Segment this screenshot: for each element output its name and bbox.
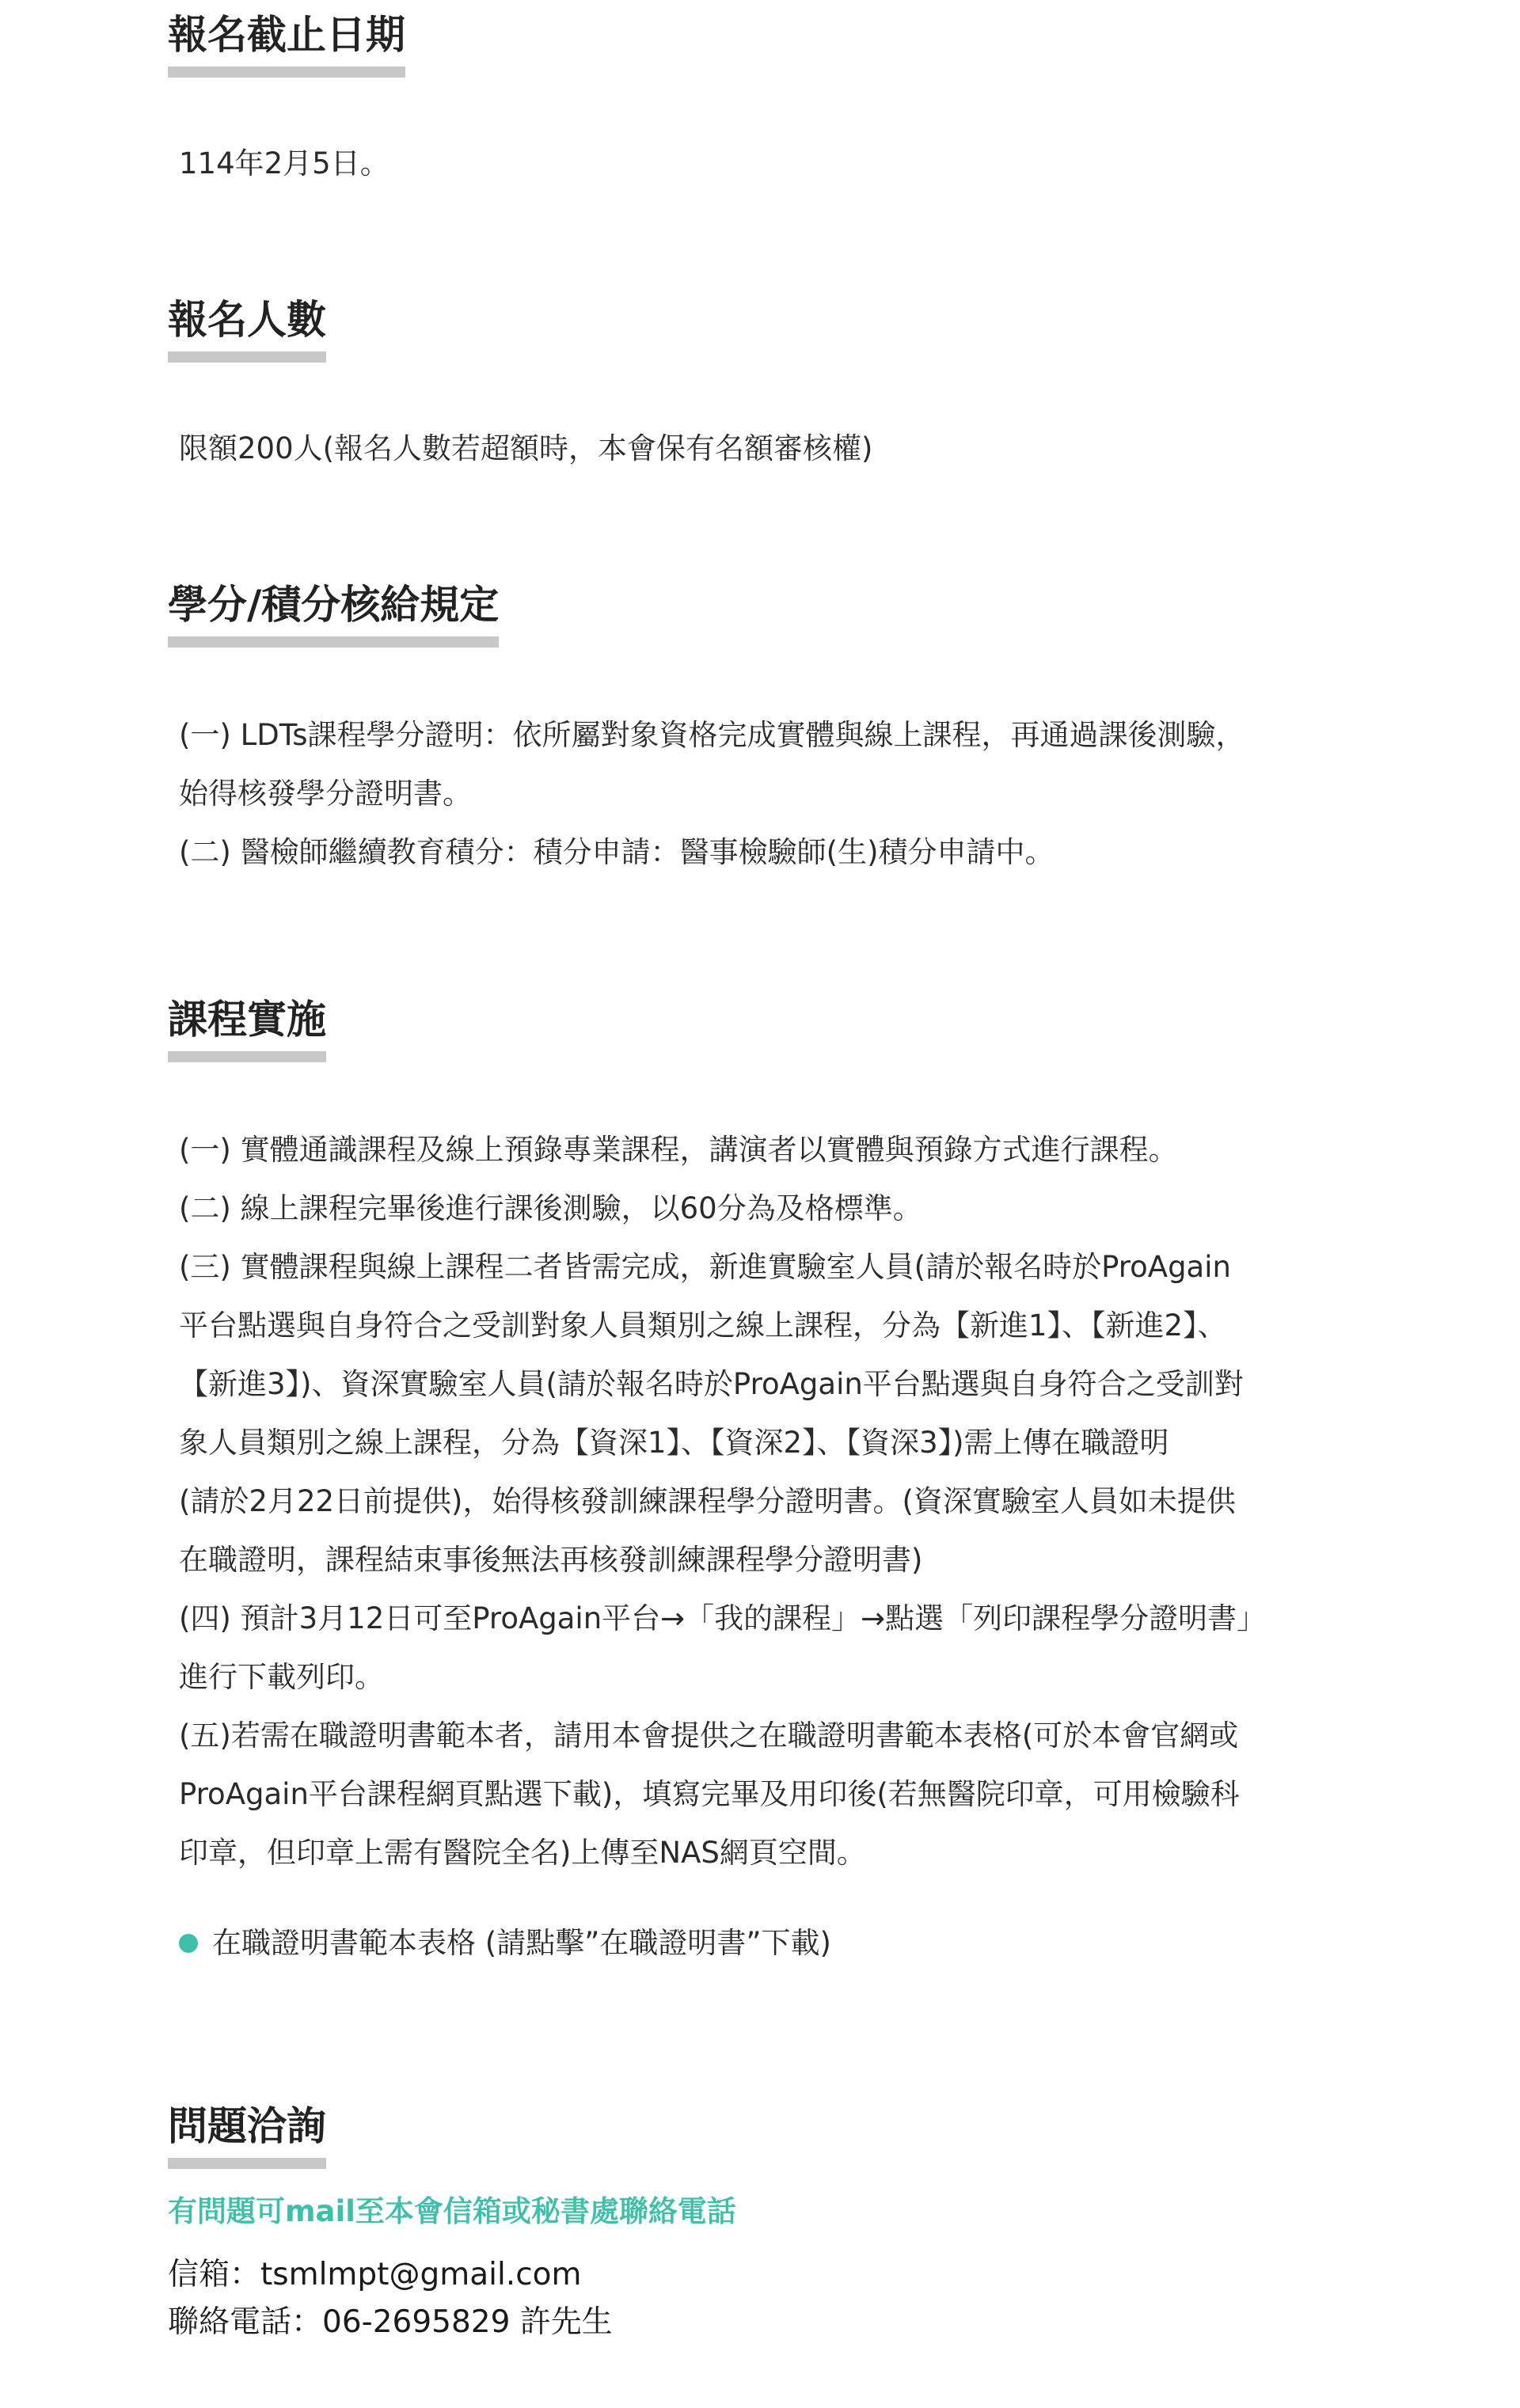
implementation-line: 【新進3】)、資深實驗室人員(請於報名時於ProAgain平台點選與自身符合之受訓對 [179,1367,1244,1401]
inquiry-note: 有問題可mail至本會信箱或秘書處聯絡電話 [168,2194,736,2228]
credits-line: 始得核發學分證明書。 [179,777,472,811]
implementation-line: 平台點選與自身符合之受訓對象人員類別之線上課程，分為【新進1】、【新進2】、 [179,1308,1227,1343]
contact-email[interactable]: 信箱：tsmlmpt@gmail.com [168,2257,582,2292]
credits-line: (二) 醫檢師繼續教育積分：積分申請：醫事檢驗師(生)積分申請中。 [179,835,1054,869]
credits-body [168,706,1387,882]
section-deadline [168,11,1387,193]
implementation-line: 象人員類別之線上課程，分為【資深1】、【資深2】、【資深3】)需上傳在職證明 [179,1426,1169,1460]
implementation-heading: 課程實施 [168,996,326,1062]
implementation-line: ProAgain平台課程網頁點選下載)，填寫完畢及用印後(若無醫院印章，可用檢驗科 [179,1777,1240,1811]
capacity-heading: 報名人數 [168,296,326,363]
implementation-line: 在職證明，課程結束事後無法再核發訓練課程學分證明書) [179,1543,923,1577]
implementation-line: (四) 預計3月12日可至ProAgain平台→「我的課程」→點選「列印課程學分證明書」 [179,1601,1267,1635]
bullet-dot-icon [179,1934,198,1953]
certificate-template-item [168,1914,1387,1973]
inquiry-heading: 問題洽詢 [168,2102,326,2169]
implementation-line: (二) 線上課程完畢後進行課後測驗，以60分為及格標準。 [179,1191,922,1225]
implementation-line: 印章，但印章上需有醫院全名)上傳至NAS網頁空間。 [179,1836,866,1870]
credits-heading: 學分/積分核給規定 [168,581,499,648]
contact-phone: 聯絡電話：06-2695829 許先生 [168,2304,613,2340]
section-capacity [168,296,1387,478]
implementation-line: (三) 實體課程與線上課程二者皆需完成，新進實驗室人員(請於報名時於ProAgain [179,1250,1231,1284]
implementation-line: (一) 實體通識課程及線上預錄專業課程，講演者以實體與預錄方式進行課程。 [179,1133,1178,1167]
implementation-line: 進行下載列印。 [179,1660,384,1694]
section-inquiry [168,2102,1387,2346]
section-credits [168,581,1387,882]
implementation-line: (五)若需在職證明書範本者，請用本會提供之在職證明書範本表格(可於本會官網或 [179,1719,1239,1753]
section-implementation [168,996,1387,1973]
capacity-text: 限額200人(報名人數若超額時，本會保有名額審核權) [179,431,873,465]
implementation-body [168,1121,1387,1882]
implementation-line: (請於2月22日前提供)，始得核發訓練課程學分證明書。(資深實驗室人員如未提供 [179,1484,1236,1518]
certificate-template-link[interactable]: 在職證明書範本表格 (請點擊”在職證明書”下載) [212,1926,831,1960]
deadline-heading: 報名截止日期 [168,11,405,78]
deadline-text: 114年2月5日。 [179,146,390,180]
credits-line: (一) LDTs課程學分證明：依所屬對象資格完成實體與線上課程，再通過課後測驗， [179,718,1245,752]
